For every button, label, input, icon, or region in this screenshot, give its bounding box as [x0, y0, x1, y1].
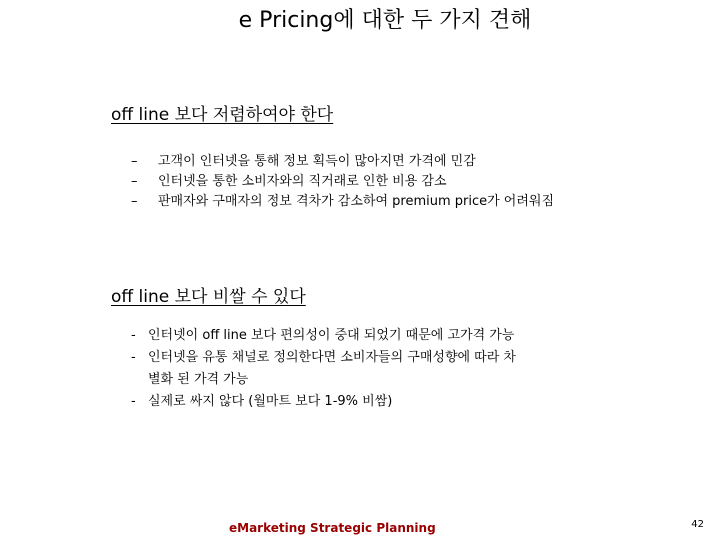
- bullet-list-pricier: [131, 325, 516, 413]
- dash-bullet: –: [131, 154, 138, 169]
- list-item: [131, 172, 554, 192]
- list-item-text: 판매자와 구매자의 정보 격차가 감소하여 premium price가 어려워짐: [158, 194, 555, 209]
- bullet-list-cheaper: [131, 152, 554, 212]
- list-item-text: 인터넷이 off line 보다 편의성이 중대 되었기 때문에 고가격 가능: [148, 328, 515, 343]
- dash-bullet: -: [131, 350, 136, 365]
- list-item-text: 실제로 싸지 않다 (월마트 보다 1-9% 비쌈): [148, 394, 393, 409]
- dash-bullet: -: [131, 328, 136, 343]
- slide-title: e Pricing에 대한 두 가지 견해: [238, 8, 532, 33]
- footer-text: eMarketing Strategic Planning: [229, 521, 436, 535]
- list-item: [131, 347, 516, 391]
- dash-bullet: –: [131, 174, 138, 189]
- page-number: 42: [691, 519, 704, 530]
- list-item: [131, 325, 516, 347]
- list-item-text: 인터넷을 유통 채널로 정의한다면 소비자들의 구매성향에 따라 차 별화 된 가격 가능: [148, 350, 516, 387]
- section-heading-cheaper: off line 보다 저렴하여야 한다: [111, 105, 334, 125]
- list-item: [131, 152, 554, 172]
- list-item-text: 인터넷을 통한 소비자와의 직거래로 인한 비용 감소: [158, 174, 447, 189]
- dash-bullet: –: [131, 194, 138, 209]
- dash-bullet: -: [131, 394, 136, 409]
- list-item: [131, 192, 554, 212]
- list-item: [131, 391, 516, 413]
- section-heading-pricier: off line 보다 비쌀 수 있다: [111, 287, 306, 307]
- list-item-text: 고객이 인터넷을 통해 정보 획득이 많아지면 가격에 민감: [158, 154, 476, 169]
